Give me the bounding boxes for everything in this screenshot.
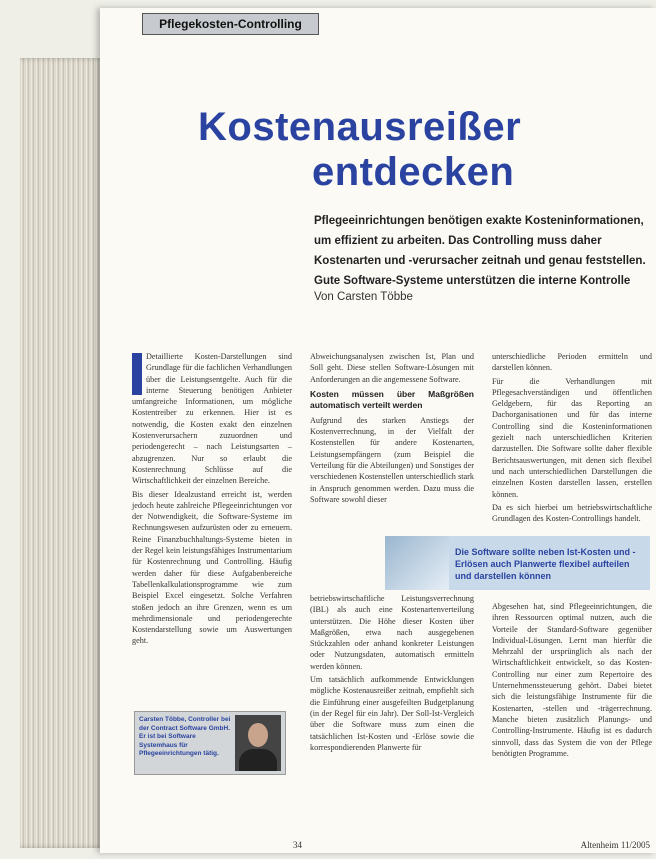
col2-paragraph: Aufgrund des starken Anstiegs der Kostenverrechnung, in der Vielfalt der Kostenstellen für andere Kostenarten, Leistungsempfängern (zum Beispiel die Verteilung für die Abteilungen) und Sonstiges der verschiedenen Kostenstellen unterschiedlich stark in Anspruch genommen werden. Dazu muss die Software sowohl dieser <box>310 415 474 504</box>
col3-paragraph: Für die Verhandlungen mit Pflegesachverständigen und öffentlichen Geldgebern, für das Reporting an Dachorganisationen und für das interne Controlling sind die Kosteninformationen gezielt nach unterschiedlichen Kriterien darzustellen. Die Software sollte daher flexible Berichtsauswertungen, mit denen sich flexibel und nach unterschiedlichen Darstellungen die einzelnen Kosten darstellen lassen, erstellen können. <box>492 376 652 499</box>
dropcap-mark <box>132 353 142 395</box>
author-face <box>248 723 268 747</box>
col3-paragraph: Abgesehen hat, sind Pflegeeinrichtungen, die ihren Ressourcen optimal nutzen, auch die Vorteile der Standard-Software gegenüber Individual-Lösungen. Lernt man hierfür die Mehrzahl der ursprünglich als nach der Wirtschaftlichkeit entwickelt, so das Kosten-Controlling nur einer zum Repertoire des Unternehmenssteuerung gehört. Dabei bietet sich die leistungsfähige Instrumente für die Kostenarten, -stellen und -trägerrechnung. Manche bieten zusätzlich Planungs- und Controlling-Instrumente. Häufig ist es dadurch sinnvoll, dass das System die von der Pflege benötigten Programme. <box>492 602 652 758</box>
col2-paragraph: Abweichungsanalysen zwischen Ist, Plan und Soll geht. Diese stellen Software-Lösungen mit Anforderungen an die angemessene Software. <box>310 352 474 384</box>
column-2-bottom <box>310 593 474 755</box>
issue-footer: Altenheim 11/2005 <box>580 840 650 850</box>
subheading: Kosten müssen über Maßgrößen automatisch verteilt werden <box>310 388 474 410</box>
col3-paragraph: unterschiedliche Perioden ermitteln und darstellen können. <box>492 352 652 373</box>
book-page-edges <box>20 58 106 848</box>
lead-paragraph: Pflegeeinrichtungen benötigen exakte Kosteninformationen, um effizient zu arbeiten. Das Controlling muss daher Kostenarten und -verursacher zeitnah und genau feststellen. Gute Software-Systeme unterstützen die interne Kontrolle <box>314 215 646 287</box>
column-2 <box>310 351 474 507</box>
column-1 <box>132 351 292 649</box>
pull-quote-text: Die Software sollte neben Ist-Kosten und -Erlösen auch Planwerte flexibel aufteilen und darstellen können <box>455 547 636 581</box>
column-3-bottom <box>492 601 652 761</box>
col1-paragraph: Bis dieser Idealzustand erreicht ist, werden jedoch heute zahlreiche Pflegeeinrichtungen vor der Notwendigkeit, die Software-Systeme im Rechnungswesen aufzurüsten oder zu erneuern. Reine Finanzbuchhaltungs-Systeme bieten in der Regel kein leistungsfähiges Instrumentarium für Kostenrechnung und Controlling. Häufig werden daher für diese Aufgabenbereiche Tabellenkalkulationsprogramme wie zum Beispiel Excel eingesetzt. Solche Verfahren stoßen jedoch an ihre Grenzen, wenn es um mehrdimensionale und periodengerechte Kostendarstellung sowie um Auswertungen geht. <box>132 489 292 646</box>
section-tab: Pflegekosten-Controlling <box>142 13 319 35</box>
page-number: 34 <box>293 840 302 850</box>
magazine-page <box>100 8 656 853</box>
col3-paragraph: Da es sich hierbei um betriebswirtschaftliche Grundlagen des Kosten-Controllings handelt. <box>492 502 652 524</box>
column-3 <box>492 351 652 526</box>
title-line-2: entdecken <box>312 150 515 194</box>
callout-image <box>385 536 449 590</box>
author-photo <box>235 715 281 771</box>
col1-paragraph: Detaillierte Kosten-Darstellungen sind Grundlage für die fachlichen Verhandlungen über die Leistungsentgelte. Auch für die interne Steuerung benötigen Anbieter umfangreiche Informationen, um mögliche Kostentreiber zu erkennen. Hier ist es notwendig, die Kosten exakt den einzelnen Kostenverursachern zuzuordnen und periodengerecht – nach Leistungsarten – abzugrenzen. Nur so erlaubt die Kostenrechnung Schlüsse auf die Wirtschaftlichkeit der einzelnen Bereiche. <box>132 352 292 486</box>
title-line-1: Kostenausreißer <box>198 105 522 149</box>
col2-paragraph: betriebswirtschaftliche Leistungsverrechnung (IBL) als auch eine Kostenartenverteilung unterstützen. Die Höhe dieser Kosten über Maßgrößen, etwa nach ausgegebenen Stückzahlen oder anhand konkreter Leistungen oder Nutzungsdaten, automatisch ermitteln werden können. <box>310 594 474 671</box>
author-bio-text: Carsten Többe, Controller bei der Contract Software GmbH. Er ist bei Software Systemhaus für Pflegeeinrichtungen tätig. <box>139 716 231 757</box>
pull-quote-box <box>385 536 650 590</box>
author-bio-box <box>134 711 286 775</box>
author-byline: Von Carsten Többe <box>314 291 413 303</box>
col2-paragraph: Um tatsächlich aufkommende Entwicklungen mögliche Kostenausreißer zeitnah, empfiehlt sich die Einführung einer ausgefeilten Budgetplanung (in der Regel für ein Jahr). Der Soll-Ist-Vergleich über die Software muss zum einen die tatsächlichen Ist-Kosten und -Erlöse sowie die korrespondierenden Planwerte für <box>310 675 474 752</box>
author-suit <box>239 749 277 771</box>
